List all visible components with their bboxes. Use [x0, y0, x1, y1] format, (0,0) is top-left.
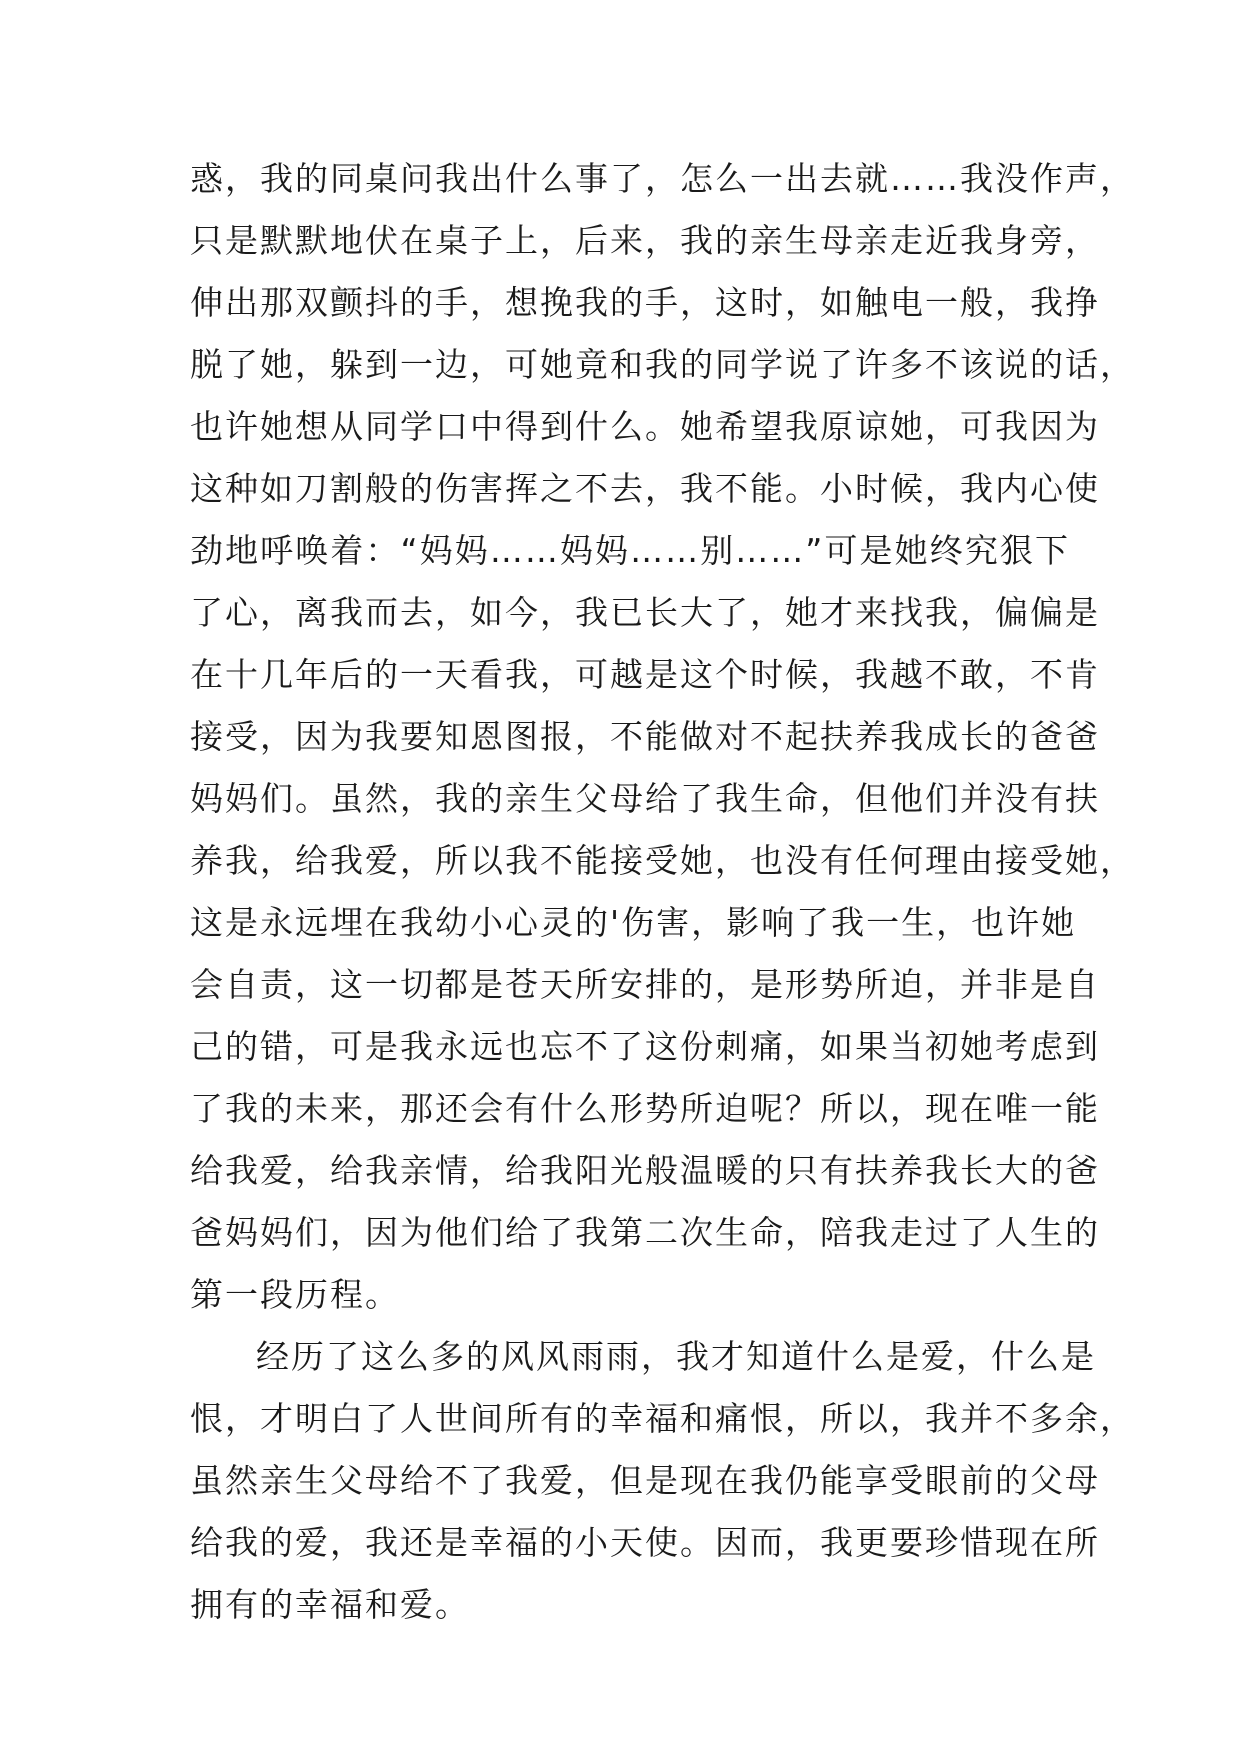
text-line: 给我爱，给我亲情，给我阳光般温暖的只有扶养我长大的爸 — [190, 1151, 1100, 1190]
text-line: 伸出那双颤抖的手，想挽我的手，这时，如触电一般，我挣 — [190, 283, 1100, 322]
text-line: 这种如刀割般的伤害挥之不去，我不能。小时候，我内心使 — [190, 469, 1100, 508]
text-line: 这是永远埋在我幼小心灵的'伤害，影响了我一生，也许她 — [190, 903, 1077, 942]
text-line: 会自责，这一切都是苍天所安排的，是形势所迫，并非是自 — [190, 965, 1100, 1004]
text-line: 劲地呼唤着：“妈妈……妈妈……别……”可是她终究狠下 — [190, 531, 1070, 570]
text-line: 接受，因为我要知恩图报，不能做对不起扶养我成长的爸爸 — [190, 717, 1100, 756]
text-line: 拥有的幸福和爱。 — [190, 1585, 470, 1624]
text-line: 养我，给我爱，所以我不能接受她，也没有任何理由接受她， — [190, 841, 1135, 880]
text-line: 爸妈妈们，因为他们给了我第二次生命，陪我走过了人生的 — [190, 1213, 1100, 1252]
text-line: 脱了她，躲到一边，可她竟和我的同学说了许多不该说的话， — [190, 345, 1135, 384]
text-line: 虽然亲生父母给不了我爱，但是现在我仍能享受眼前的父母 — [190, 1461, 1100, 1500]
text-line: 经历了这么多的风风雨雨，我才知道什么是爱，什么是 — [256, 1337, 1096, 1376]
text-line: 也许她想从同学口中得到什么。她希望我原谅她，可我因为 — [190, 407, 1100, 446]
text-line: 惑，我的同桌问我出什么事了，怎么一出去就……我没作声， — [190, 159, 1135, 198]
text-line: 给我的爱，我还是幸福的小天使。因而，我更要珍惜现在所 — [190, 1523, 1100, 1562]
text-line: 恨，才明白了人世间所有的幸福和痛恨，所以，我并不多余， — [190, 1399, 1135, 1438]
text-line: 了我的未来，那还会有什么形势所迫呢？所以，现在唯一能 — [190, 1089, 1100, 1128]
text-line: 了心，离我而去，如今，我已长大了，她才来找我，偏偏是 — [190, 593, 1100, 632]
text-line: 妈妈们。虽然，我的亲生父母给了我生命，但他们并没有扶 — [190, 779, 1100, 818]
body-text — [190, 148, 1135, 1636]
text-line: 第一段历程。 — [190, 1275, 400, 1314]
text-line: 只是默默地伏在桌子上，后来，我的亲生母亲走近我身旁， — [190, 221, 1100, 260]
text-line: 在十几年后的一天看我，可越是这个时候，我越不敢，不肯 — [190, 655, 1100, 694]
text-line: 己的错，可是我永远也忘不了这份刺痛，如果当初她考虑到 — [190, 1027, 1100, 1066]
